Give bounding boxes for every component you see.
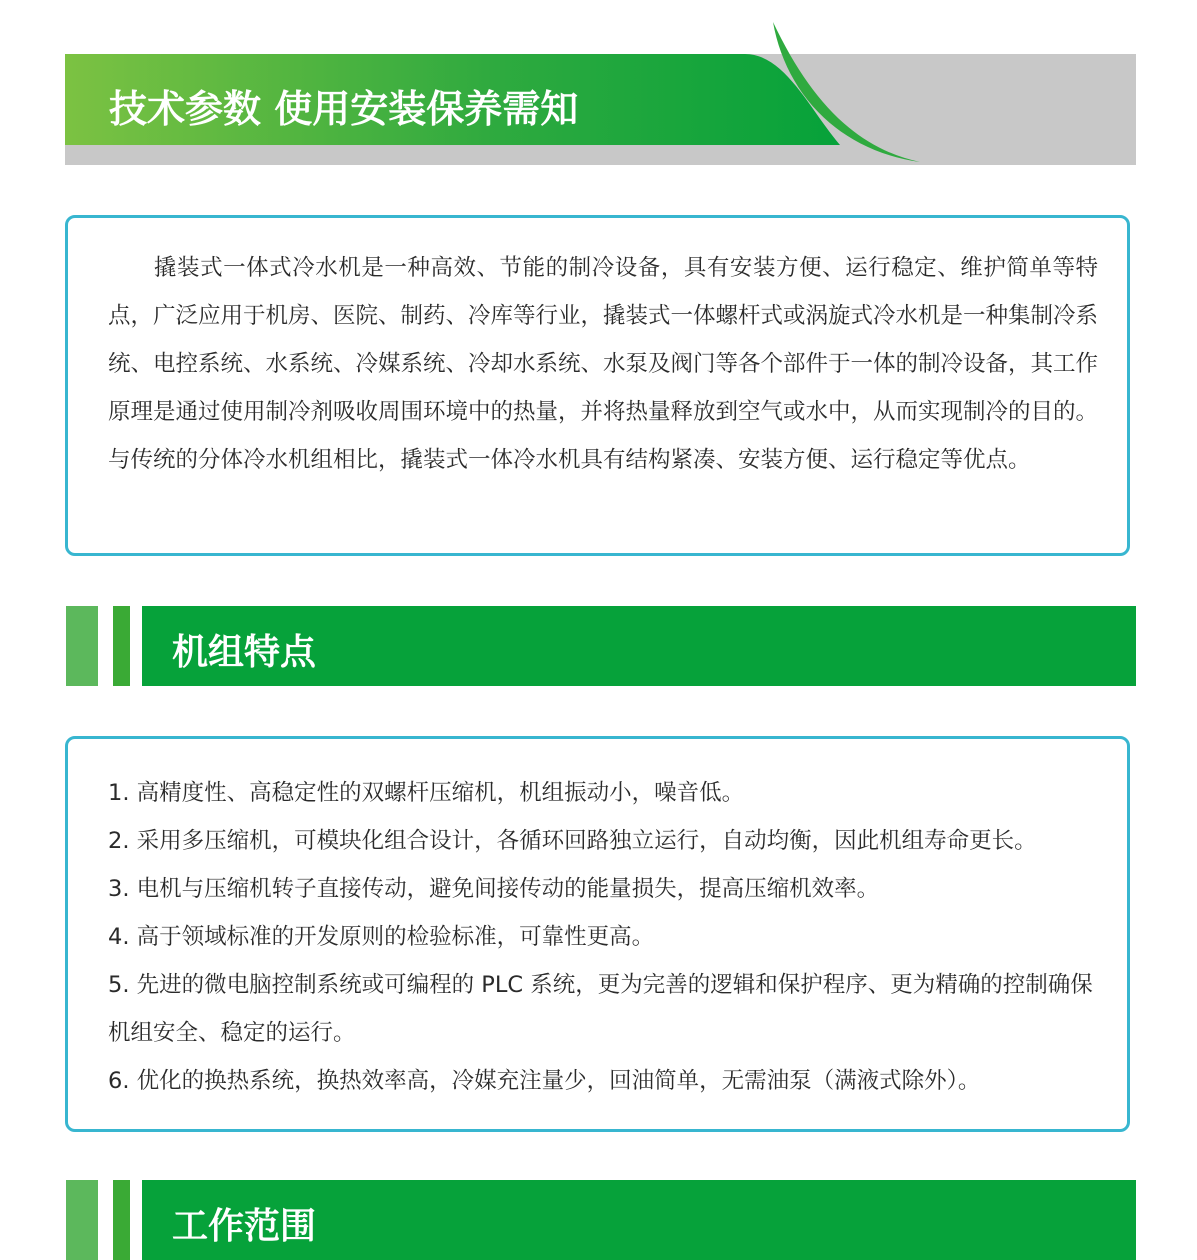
feature-item-3: 3. 电机与压缩机转子直接传动，避免间接传动的能量损失，提高压缩机效率。 (108, 876, 880, 902)
section-heading-features (66, 606, 1136, 686)
feature-item-4: 4. 高于领域标准的开发原则的检验标准，可靠性更高。 (108, 924, 655, 950)
section-title-features: 机组特点 (172, 632, 317, 673)
intro-box (65, 215, 1130, 556)
feature-item-5: 5. 先进的微电脑控制系统或可编程的 PLC 系统，更为完善的逻辑和保护程序、更为精确的控制确保机组安全、稳定的运行。 (108, 972, 1093, 1046)
page-title: 技术参数 使用安装保养需知 (109, 87, 579, 131)
heading-stripe-2 (113, 606, 130, 686)
heading-stripe-2 (113, 1180, 130, 1260)
heading-stripe-1 (66, 606, 98, 686)
features-box (65, 736, 1130, 1132)
feature-item-1: 1. 高精度性、高稳定性的双螺杆压缩机，机组振动小，噪音低。 (108, 780, 745, 806)
feature-item-2: 2. 采用多压缩机，可模块化组合设计，各循环回路独立运行，自动均衡，因此机组寿命更长。 (108, 828, 1037, 854)
section-title-range: 工作范围 (172, 1206, 317, 1247)
heading-stripe-1 (66, 1180, 98, 1260)
section-heading-range (66, 1180, 1136, 1260)
feature-list (108, 769, 1103, 1105)
feature-item-6: 6. 优化的换热系统，换热效率高，冷媒充注量少，回油简单，无需油泵（满液式除外）。 (108, 1068, 981, 1094)
intro-paragraph: 撬装式一体式冷水机是一种高效、节能的制冷设备，具有安装方便、运行稳定、维护简单等特点，广泛应用于机房、医院、制药、冷库等行业，撬装式一体螺杆式或涡旋式冷水机是一种集制冷系统、电控系统、水系统、冷媒系统、冷却水系统、水泵及阀门等各个部件于一体的制冷设备，其工作原理是通过使用制冷剂吸收周围环境中的热量，并将热量释放到空气或水中，从而实现制冷的目的。与传统的分体冷水机组相比，撬装式一体冷水机具有结构紧凑、安装方便、运行稳定等优点。 (108, 255, 1099, 473)
header-banner (65, 20, 1136, 165)
